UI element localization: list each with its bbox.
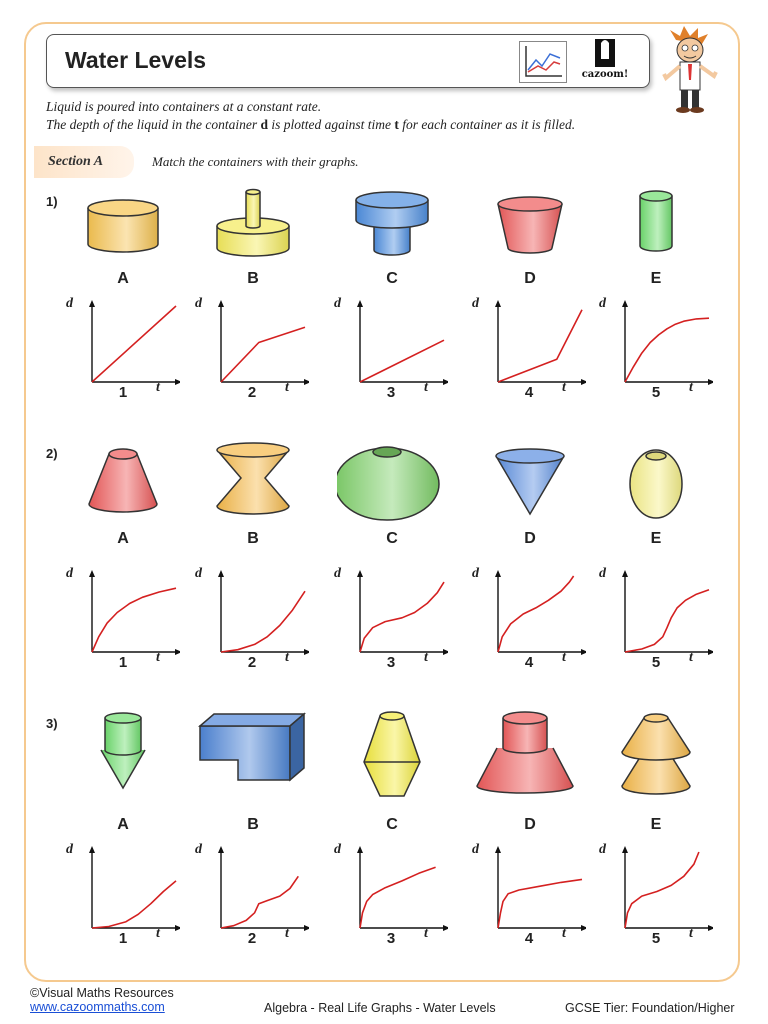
container-hourglass-icon: [213, 442, 293, 532]
container-wide-cylinder-with-thin-neck-icon: [213, 186, 293, 266]
graph-plot: [348, 568, 448, 658]
graph-number: 4: [524, 384, 534, 401]
depth-time-graph: [486, 568, 586, 668]
container-letter: A: [117, 270, 129, 287]
footer-url-link[interactable]: www.cazoommaths.com: [30, 1000, 165, 1014]
graph-curve: [360, 867, 436, 928]
container-letter: E: [650, 816, 662, 833]
graph-curve: [221, 591, 305, 652]
y-axis-label: d: [472, 296, 479, 311]
container-letter: E: [650, 530, 662, 547]
y-axis-label: d: [472, 842, 479, 857]
intro-text: [46, 98, 575, 134]
footer-copyright: ©Visual Maths Resources: [30, 986, 174, 1000]
intro-var-t: t: [394, 117, 399, 132]
graph-curve: [92, 306, 176, 382]
depth-time-graph: [209, 568, 309, 668]
graph-plot: [613, 844, 713, 934]
container-cylinder-on-frustum-icon: [475, 708, 585, 808]
graph-number: 3: [386, 384, 396, 401]
footer-left: [30, 986, 174, 1014]
graph-number: 1: [118, 654, 128, 671]
graph-number: 4: [524, 654, 534, 671]
x-axis-label: t: [424, 650, 428, 665]
container-stacked-frustums-icon: [616, 708, 696, 808]
y-axis-label: d: [195, 842, 202, 857]
intro-line-1: Liquid is poured into containers at a constant rate.: [46, 99, 322, 114]
graph-plot: [80, 844, 180, 934]
graph-number: 5: [651, 384, 661, 401]
graph-curve: [498, 576, 574, 652]
question-number: 3): [46, 716, 58, 731]
x-axis-label: t: [689, 926, 693, 941]
graph-curve: [625, 852, 699, 928]
section-instruction: Match the containers with their graphs.: [152, 154, 359, 169]
graph-plot: [613, 298, 713, 388]
container-letter: B: [247, 270, 259, 287]
y-axis-label: d: [195, 296, 202, 311]
depth-time-graph: [209, 298, 309, 398]
graph-number: 4: [524, 930, 534, 947]
graph-plot: [613, 568, 713, 658]
question-number: 1): [46, 194, 58, 209]
graph-plot: [80, 568, 180, 658]
y-axis-label: d: [334, 296, 341, 311]
section-tab: [34, 146, 134, 178]
intro-line-2-c: for each container as it is filled.: [398, 117, 576, 132]
intro-line-2: [46, 116, 575, 134]
container-letter: D: [524, 530, 536, 547]
x-axis-label: t: [689, 650, 693, 665]
graph-plot: [348, 298, 448, 388]
x-axis-label: t: [156, 380, 160, 395]
container-tall-narrow-cylinder-icon: [616, 186, 696, 266]
graph-plot: [209, 298, 309, 388]
container-letter: C: [386, 530, 398, 547]
y-axis-label: d: [599, 566, 606, 581]
x-axis-label: t: [285, 926, 289, 941]
x-axis-label: t: [156, 650, 160, 665]
container-letter: B: [247, 530, 259, 547]
depth-time-graph: [613, 568, 713, 668]
graph-number: 5: [651, 930, 661, 947]
container-bucket-icon: [490, 186, 570, 266]
graph-curve: [92, 588, 176, 652]
depth-time-graph: [80, 298, 180, 398]
depth-time-graph: [613, 844, 713, 944]
page-title: Water Levels: [65, 47, 207, 73]
graph-number: 2: [247, 654, 257, 671]
y-axis-label: d: [195, 566, 202, 581]
graph-plot: [486, 844, 586, 934]
mascot-icon: [660, 26, 720, 114]
container-narrow-base-wide-top-icon: [352, 186, 432, 266]
graph-plot: [80, 298, 180, 388]
graph-logo-icon: [519, 41, 567, 83]
depth-time-graph: [486, 298, 586, 398]
footer-topic: Algebra - Real Life Graphs - Water Levels: [264, 1001, 496, 1015]
depth-time-graph: [348, 298, 448, 398]
container-letter: C: [386, 816, 398, 833]
y-axis-label: d: [334, 566, 341, 581]
graph-curve: [92, 881, 176, 928]
graph-curve: [221, 876, 298, 928]
graph-plot: [486, 298, 586, 388]
y-axis-label: d: [66, 566, 73, 581]
graph-curve: [360, 340, 444, 382]
question-number: 2): [46, 446, 58, 461]
title-box: [46, 34, 650, 88]
graph-number: 3: [386, 654, 396, 671]
intro-line-2-b: is plotted against time: [268, 117, 395, 132]
x-axis-label: t: [156, 926, 160, 941]
depth-time-graph: [348, 568, 448, 668]
graph-number: 5: [651, 654, 661, 671]
x-axis-label: t: [562, 650, 566, 665]
depth-time-graph: [348, 844, 448, 944]
footer-tier: GCSE Tier: Foundation/Higher: [565, 1001, 735, 1015]
graph-plot: [486, 568, 586, 658]
x-axis-label: t: [562, 380, 566, 395]
graph-curve: [625, 318, 709, 382]
x-axis-label: t: [562, 926, 566, 941]
x-axis-label: t: [285, 380, 289, 395]
container-cylinder-on-cone-icon: [83, 708, 163, 808]
y-axis-label: d: [334, 842, 341, 857]
graph-number: 1: [118, 930, 128, 947]
container-truncated-cone-icon: [83, 442, 163, 532]
x-axis-label: t: [285, 650, 289, 665]
y-axis-label: d: [599, 842, 606, 857]
container-wide-sphere-icon: [337, 442, 447, 532]
graph-curve: [360, 582, 444, 652]
graph-plot: [209, 844, 309, 934]
section-label: Section A: [48, 154, 104, 169]
container-l-shaped-box-icon: [198, 708, 308, 808]
cazoom-logo: [575, 39, 635, 83]
cazoom-wordmark: cazoom!: [581, 69, 629, 80]
graph-curve: [498, 879, 582, 928]
y-axis-label: d: [472, 566, 479, 581]
graph-plot: [348, 844, 448, 934]
graph-curve: [498, 310, 582, 382]
depth-time-graph: [613, 298, 713, 398]
container-letter: E: [650, 270, 662, 287]
graph-number: 2: [247, 930, 257, 947]
intro-line-2-a: The depth of the liquid in the container: [46, 117, 261, 132]
graph-number: 3: [386, 930, 396, 947]
container-short-wide-cylinder-icon: [83, 186, 163, 266]
depth-time-graph: [486, 844, 586, 944]
y-axis-label: d: [66, 296, 73, 311]
depth-time-graph: [80, 844, 180, 944]
container-letter: C: [386, 270, 398, 287]
rocket-icon: [575, 39, 635, 69]
container-tall-ellipsoid-icon: [616, 442, 696, 532]
container-letter: A: [117, 816, 129, 833]
graph-number: 2: [247, 384, 257, 401]
container-letter: B: [247, 816, 259, 833]
container-letter: D: [524, 270, 536, 287]
x-axis-label: t: [424, 926, 428, 941]
container-letter: D: [524, 816, 536, 833]
y-axis-label: d: [66, 842, 73, 857]
y-axis-label: d: [599, 296, 606, 311]
container-double-cone-icon: [352, 708, 432, 808]
x-axis-label: t: [689, 380, 693, 395]
container-inverted-cone-icon: [490, 442, 570, 532]
depth-time-graph: [209, 844, 309, 944]
graph-curve: [625, 590, 709, 652]
container-letter: A: [117, 530, 129, 547]
graph-number: 1: [118, 384, 128, 401]
depth-time-graph: [80, 568, 180, 668]
graph-plot: [209, 568, 309, 658]
intro-var-d: d: [260, 117, 268, 132]
graph-curve: [221, 327, 305, 382]
x-axis-label: t: [424, 380, 428, 395]
